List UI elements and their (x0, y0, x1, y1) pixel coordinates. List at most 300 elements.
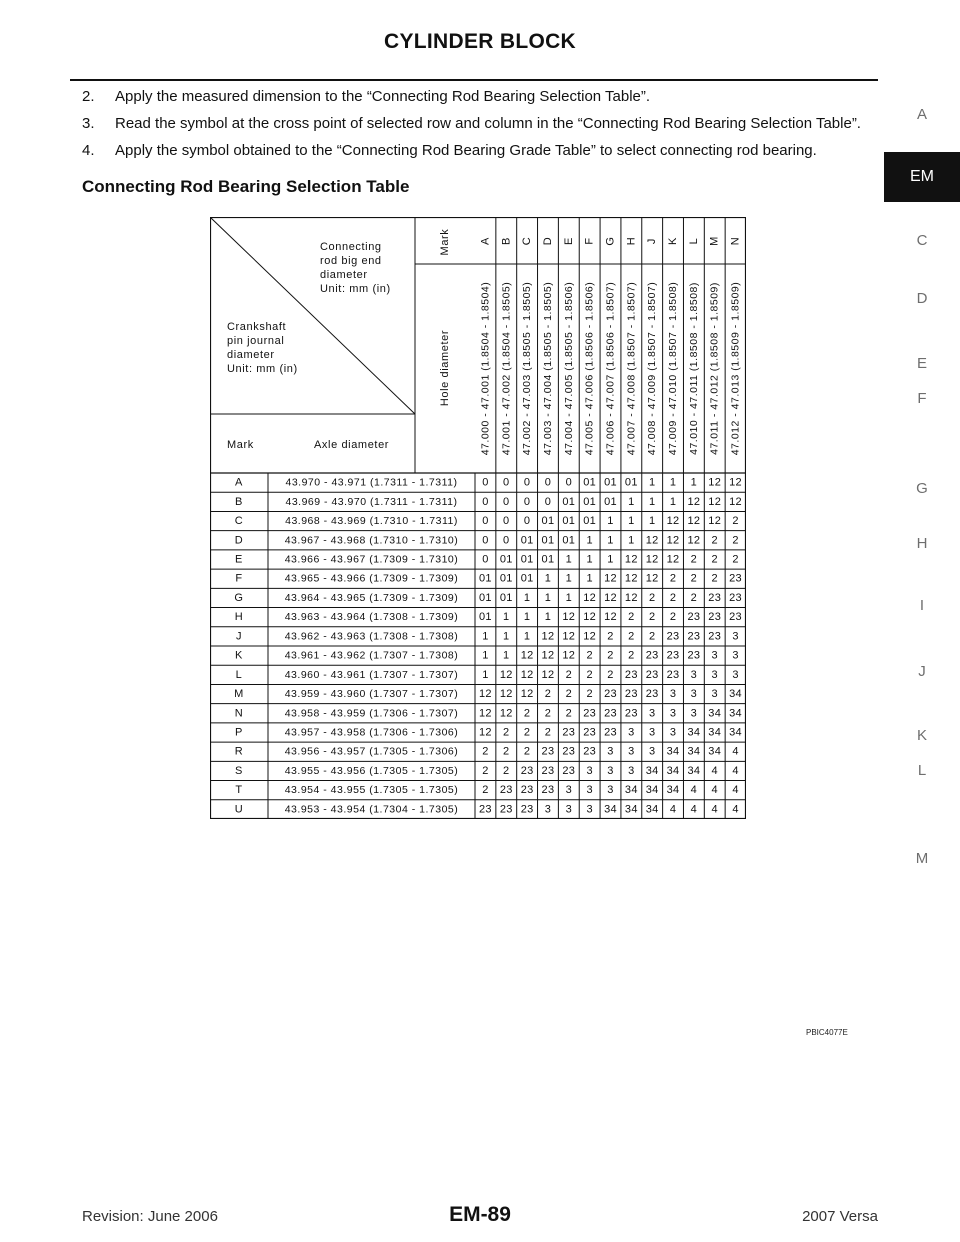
grade-cell: 1 (607, 515, 614, 528)
grade-cell: 3 (586, 803, 593, 816)
row-axle-diameter: 43.965 - 43.966 (1.7309 - 1.7309) (284, 572, 459, 585)
grade-cell: 3 (732, 649, 739, 662)
grade-cell: 3 (565, 803, 573, 816)
grade-cell: 0 (523, 476, 531, 489)
row-mark-label: A (235, 476, 243, 489)
section-index-h: H (916, 535, 928, 552)
grade-cell: 23 (624, 707, 638, 720)
grade-cell: 34 (645, 803, 659, 816)
grade-cell: 01 (562, 534, 576, 547)
grade-cell: 23 (708, 630, 722, 643)
row-axle-diameter: 43.958 - 43.959 (1.7306 - 1.7307) (284, 707, 459, 720)
column-hole-diameter: 47.004 - 47.005 (1.8505 - 1.8506) (562, 281, 575, 456)
grade-cell: 01 (541, 534, 555, 547)
grade-cell: 3 (732, 668, 739, 681)
grade-cell: 34 (687, 764, 701, 777)
grade-cell: 23 (687, 649, 701, 662)
row-mark-label: G (234, 591, 244, 604)
corner-diagonal (210, 217, 415, 414)
grade-cell: 01 (604, 476, 617, 489)
header-rule (70, 79, 878, 81)
grade-cell: 34 (729, 688, 742, 701)
grade-cell: 1 (669, 495, 677, 508)
column-mark-label: C (521, 236, 534, 246)
grade-cell: 12 (562, 649, 576, 662)
grade-cell: 2 (669, 591, 677, 604)
row-axle-diameter: 43.959 - 43.960 (1.7307 - 1.7307) (284, 688, 459, 701)
grade-cell: 0 (523, 515, 531, 528)
grade-cell: 1 (503, 649, 510, 662)
grade-cell: 23 (583, 745, 597, 758)
grade-cell: 23 (687, 630, 701, 643)
grade-cell: 3 (690, 668, 698, 681)
grade-cell: 3 (586, 764, 593, 777)
grade-cell: 0 (503, 495, 510, 508)
grade-cell: 1 (669, 476, 677, 489)
column-hole-diameter: 47.012 - 47.013 (1.8509 - 1.8509) (729, 281, 742, 456)
grade-cell: 2 (482, 764, 489, 777)
grade-cell: 3 (690, 688, 698, 701)
grade-cell: 1 (628, 534, 635, 547)
grade-cell: 3 (711, 649, 718, 662)
grade-cell: 1 (523, 630, 531, 643)
grade-cell: 1 (648, 476, 656, 489)
grade-cell: 01 (541, 515, 555, 528)
grade-cell: 1 (482, 668, 489, 681)
mark-header: Mark (439, 228, 451, 256)
bearing-selection-table-svg (210, 217, 746, 819)
column-mark-label: B (500, 237, 513, 245)
grade-cell: 2 (690, 572, 698, 585)
column-hole-diameter: 47.003 - 47.004 (1.8505 - 1.8505) (541, 281, 554, 456)
grade-cell: 12 (562, 611, 576, 624)
grade-cell: 12 (479, 707, 492, 720)
grade-cell: 2 (503, 745, 510, 758)
grade-cell: 23 (645, 649, 659, 662)
grade-cell: 23 (708, 591, 722, 604)
grade-cell: 4 (669, 803, 677, 816)
grade-cell: 34 (666, 784, 680, 797)
grade-cell: 01 (479, 572, 492, 585)
grade-cell: 12 (541, 649, 555, 662)
grade-cell: 1 (607, 553, 614, 566)
grade-cell: 23 (666, 649, 680, 662)
grade-cell: 1 (586, 534, 593, 547)
grade-cell: 12 (541, 668, 555, 681)
grade-cell: 1 (586, 553, 593, 566)
grade-cell: 34 (687, 726, 701, 739)
page-header-title: CYLINDER BLOCK (383, 30, 577, 53)
grade-cell: 12 (604, 611, 617, 624)
grade-cell: 4 (732, 784, 739, 797)
grade-cell: 0 (482, 515, 489, 528)
grade-cell: 1 (565, 572, 573, 585)
column-mark-label: E (562, 237, 575, 245)
grade-cell: 2 (607, 649, 614, 662)
grade-cell: 34 (645, 784, 659, 797)
footer-revision: Revision: June 2006 (82, 1208, 218, 1225)
grade-cell: 12 (687, 515, 701, 528)
grade-cell: 3 (690, 707, 698, 720)
grade-cell: 23 (604, 707, 617, 720)
section-index-f: F (917, 390, 927, 407)
row-mark-label: K (235, 649, 243, 662)
grade-cell: 34 (708, 726, 722, 739)
section-index-sidebar (884, 0, 960, 1242)
column-mark-label: L (687, 237, 700, 245)
row-axle-diameter: 43.966 - 43.967 (1.7309 - 1.7310) (284, 553, 459, 566)
grade-cell: 0 (503, 476, 510, 489)
grade-cell: 2 (711, 534, 718, 547)
section-index-g: G (916, 480, 928, 497)
grade-cell: 12 (666, 534, 680, 547)
grade-cell: 2 (544, 726, 552, 739)
grade-cell: 4 (732, 745, 739, 758)
instruction-steps (82, 86, 882, 167)
grade-cell: 12 (729, 495, 742, 508)
grade-cell: 4 (690, 803, 698, 816)
grade-cell: 12 (645, 553, 659, 566)
grade-cell: 12 (624, 591, 638, 604)
column-mark-label: N (729, 236, 742, 246)
grade-cell: 3 (648, 745, 656, 758)
grade-cell: 12 (708, 515, 722, 528)
instruction-step (82, 113, 882, 134)
grade-cell: 0 (482, 534, 489, 547)
step-number: 4. (82, 142, 95, 159)
column-mark-label: A (479, 237, 492, 245)
grade-cell: 34 (708, 707, 722, 720)
grade-cell: 1 (523, 591, 531, 604)
grade-cell: 01 (562, 515, 576, 528)
grade-cell: 2 (607, 668, 614, 681)
grade-cell: 2 (628, 611, 635, 624)
row-axle-diameter: 43.955 - 43.956 (1.7305 - 1.7305) (284, 764, 459, 777)
grade-cell: 2 (586, 688, 593, 701)
section-index-i: I (919, 597, 925, 614)
grade-cell: 3 (607, 784, 614, 797)
section-index-l: L (917, 762, 927, 779)
grade-cell: 12 (645, 534, 659, 547)
grade-cell: 23 (666, 630, 680, 643)
grade-cell: 0 (523, 495, 531, 508)
row-mark-label: T (235, 784, 243, 797)
grade-cell: 1 (628, 495, 635, 508)
section-index-k: K (916, 727, 927, 744)
grade-cell: 2 (690, 553, 698, 566)
grade-cell: 12 (708, 495, 722, 508)
row-axle-diameter: 43.953 - 43.954 (1.7304 - 1.7305) (284, 803, 459, 816)
grade-cell: 3 (628, 726, 635, 739)
grade-cell: 1 (565, 591, 573, 604)
grade-cell: 01 (499, 572, 513, 585)
grade-cell: 23 (562, 764, 576, 777)
column-hole-diameter: 47.006 - 47.007 (1.8506 - 1.8507) (604, 281, 617, 456)
grade-cell: 1 (648, 495, 656, 508)
grade-cell: 12 (583, 611, 597, 624)
grade-cell: 1 (544, 611, 552, 624)
column-hole-diameter: 47.002 - 47.003 (1.8505 - 1.8505) (521, 281, 534, 456)
grade-cell: 2 (690, 591, 698, 604)
grade-cell: 2 (523, 726, 531, 739)
grade-cell: 23 (562, 726, 576, 739)
grade-cell: 34 (729, 726, 742, 739)
column-mark-label: K (667, 237, 680, 245)
grade-cell: 2 (732, 553, 739, 566)
grade-cell: 2 (565, 707, 573, 720)
row-axle-diameter: 43.962 - 43.963 (1.7308 - 1.7308) (284, 630, 459, 643)
step-number: 2. (82, 88, 95, 105)
grade-cell: 3 (628, 764, 635, 777)
grade-cell: 12 (499, 707, 513, 720)
grade-cell: 2 (607, 630, 614, 643)
grade-cell: 12 (687, 495, 701, 508)
row-axle-diameter: 43.964 - 43.965 (1.7309 - 1.7309) (284, 591, 459, 604)
row-mark-label: E (235, 553, 243, 566)
grade-cell: 34 (604, 803, 617, 816)
grade-cell: 2 (586, 668, 593, 681)
grade-cell: 1 (607, 534, 614, 547)
grade-cell: 3 (586, 784, 593, 797)
section-index-m: M (915, 850, 929, 867)
grade-cell: 3 (648, 726, 656, 739)
grade-cell: 2 (628, 649, 635, 662)
grade-cell: 34 (729, 707, 742, 720)
grade-cell: 0 (482, 495, 489, 508)
corner-top-label: rod big end (320, 255, 382, 267)
grade-cell: 12 (604, 572, 617, 585)
grade-cell: 0 (482, 553, 489, 566)
grade-cell: 1 (523, 611, 531, 624)
row-axle-diameter: 43.957 - 43.958 (1.7306 - 1.7306) (284, 726, 459, 739)
section-index-a: A (916, 106, 927, 123)
column-hole-diameter: 47.007 - 47.008 (1.8507 - 1.8507) (625, 281, 638, 456)
grade-cell: 01 (499, 553, 513, 566)
grade-cell: 23 (729, 611, 742, 624)
grade-cell: 01 (583, 515, 597, 528)
grade-cell: 3 (669, 707, 677, 720)
grade-cell: 23 (687, 611, 701, 624)
grade-cell: 2 (482, 745, 489, 758)
row-mark-label: F (235, 572, 243, 585)
grade-cell: 1 (628, 515, 635, 528)
grade-cell: 1 (544, 591, 552, 604)
column-hole-diameter: 47.011 - 47.012 (1.8508 - 1.8509) (708, 282, 721, 455)
grade-cell: 12 (479, 726, 492, 739)
grade-cell: 01 (499, 591, 513, 604)
row-mark-label: L (235, 668, 243, 681)
grade-cell: 23 (541, 764, 555, 777)
grade-cell: 34 (645, 764, 659, 777)
column-hole-diameter: 47.001 - 47.002 (1.8504 - 1.8505) (500, 281, 513, 456)
row-axle-diameter: 43.969 - 43.970 (1.7311 - 1.7311) (285, 495, 458, 508)
grade-cell: 2 (711, 572, 718, 585)
column-hole-diameter: 47.009 - 47.010 (1.8507 - 1.8508) (667, 281, 680, 456)
grade-cell: 01 (520, 572, 534, 585)
column-hole-diameter: 47.010 - 47.011 (1.8508 - 1.8508) (687, 282, 700, 455)
row-axle-diameter: 43.956 - 43.957 (1.7305 - 1.7306) (284, 745, 459, 758)
grade-cell: 23 (604, 688, 617, 701)
row-axle-diameter: 43.963 - 43.964 (1.7308 - 1.7309) (284, 611, 459, 624)
grade-cell: 2 (732, 515, 739, 528)
grade-cell: 4 (690, 784, 698, 797)
row-mark-label: C (234, 515, 244, 528)
row-axle-diameter: 43.967 - 43.968 (1.7310 - 1.7310) (284, 534, 459, 547)
row-axle-diameter: 43.968 - 43.969 (1.7310 - 1.7311) (285, 515, 458, 528)
row-mark-label: P (235, 726, 243, 739)
column-hole-diameter: 47.000 - 47.001 (1.8504 - 1.8504) (479, 281, 492, 456)
grade-cell: 2 (711, 553, 718, 566)
row-mark-label: M (234, 688, 244, 701)
grade-cell: 2 (586, 649, 593, 662)
grade-cell: 3 (669, 726, 677, 739)
grade-cell: 12 (583, 591, 597, 604)
corner-bottom-label: Unit: mm (in) (227, 363, 298, 375)
row-axle-diameter: 43.970 - 43.971 (1.7311 - 1.7311) (285, 476, 458, 489)
grade-cell: 1 (482, 630, 489, 643)
section-title: Connecting Rod Bearing Selection Table (82, 177, 410, 196)
grade-cell: 01 (624, 476, 638, 489)
grade-cell: 0 (503, 534, 510, 547)
corner-top-label: Unit: mm (in) (320, 283, 391, 295)
column-mark-label: H (625, 236, 638, 246)
grade-cell: 12 (666, 515, 680, 528)
page-number: EM-89 (449, 1203, 511, 1226)
step-text: Apply the measured dimension to the “Connecting Rod Bearing Selection Table”. (115, 88, 651, 105)
grade-cell: 3 (565, 784, 573, 797)
grade-cell: 4 (711, 784, 718, 797)
grade-cell: 3 (607, 745, 614, 758)
grade-cell: 1 (648, 515, 656, 528)
grade-cell: 2 (523, 707, 531, 720)
grade-cell: 01 (562, 495, 576, 508)
grade-cell: 23 (520, 764, 534, 777)
grade-cell: 12 (645, 572, 659, 585)
column-mark-label: M (708, 236, 721, 246)
grade-cell: 12 (520, 649, 534, 662)
grade-cell: 12 (624, 572, 638, 585)
grade-cell: 23 (479, 803, 492, 816)
corner-top-label: diameter (320, 269, 368, 281)
step-text: Apply the symbol obtained to the “Connecting Rod Bearing Grade Table” to select connecting rod bearing. (115, 142, 817, 159)
grade-cell: 12 (479, 688, 492, 701)
grade-cell: 23 (624, 668, 638, 681)
grade-cell: 01 (583, 476, 597, 489)
grade-cell: 34 (687, 745, 701, 758)
grade-cell: 2 (628, 630, 635, 643)
footer-model: 2007 Versa (802, 1208, 878, 1225)
grade-cell: 23 (666, 668, 680, 681)
corner-top-label: Connecting (320, 241, 382, 253)
grade-cell: 2 (544, 707, 552, 720)
section-index-e: E (916, 355, 927, 372)
grade-cell: 01 (520, 534, 534, 547)
row-mark-label: D (234, 534, 244, 547)
grade-cell: 3 (607, 764, 614, 777)
grade-cell: 12 (666, 553, 680, 566)
grade-cell: 2 (648, 591, 656, 604)
grade-cell: 23 (562, 745, 576, 758)
grade-cell: 2 (648, 611, 656, 624)
grade-cell: 01 (541, 553, 555, 566)
axle-diameter-header: Axle diameter (314, 439, 390, 451)
grade-cell: 1 (503, 630, 510, 643)
column-hole-diameter: 47.008 - 47.009 (1.8507 - 1.8507) (646, 281, 659, 456)
hole-diameter-header: Hole diameter (439, 329, 451, 407)
grade-cell: 1 (482, 649, 489, 662)
corner-bottom-label: pin journal (227, 335, 285, 347)
row-mark-label: B (235, 495, 243, 508)
grade-cell: 1 (690, 476, 698, 489)
grade-cell: 2 (544, 688, 552, 701)
grade-cell: 3 (732, 630, 739, 643)
row-mark-label: U (234, 803, 244, 816)
column-mark-label: D (541, 236, 554, 246)
column-mark-label: F (583, 237, 596, 245)
grade-cell: 3 (628, 745, 635, 758)
grade-cell: 2 (565, 688, 573, 701)
grade-cell: 23 (499, 784, 513, 797)
grade-cell: 23 (708, 611, 722, 624)
grade-cell: 2 (523, 745, 531, 758)
grade-cell: 23 (729, 591, 742, 604)
column-mark-label: J (646, 237, 659, 245)
grade-cell: 2 (503, 726, 510, 739)
section-index-j: J (918, 663, 926, 680)
row-mark-label: J (235, 630, 243, 643)
grade-cell: 2 (669, 572, 677, 585)
grade-cell: 0 (544, 476, 552, 489)
grade-cell: 12 (583, 630, 597, 643)
column-mark-label: G (604, 236, 617, 246)
row-mark-label: N (234, 707, 244, 720)
row-mark-label: S (235, 764, 243, 777)
step-text: Read the symbol at the cross point of selected row and column in the “Connecting Rod Bearing Selection Table”. (115, 115, 861, 132)
grade-cell: 0 (565, 476, 573, 489)
grade-cell: 1 (586, 572, 593, 585)
grade-cell: 12 (541, 630, 555, 643)
grade-cell: 01 (604, 495, 617, 508)
grade-cell: 2 (482, 784, 489, 797)
row-mark-label: H (234, 611, 244, 624)
grade-cell: 23 (645, 668, 659, 681)
grade-cell: 23 (541, 745, 555, 758)
row-axle-diameter: 43.960 - 43.961 (1.7307 - 1.7307) (284, 668, 459, 681)
grade-cell: 23 (499, 803, 513, 816)
grade-cell: 12 (520, 688, 534, 701)
grade-cell: 34 (666, 745, 680, 758)
grade-cell: 12 (562, 630, 576, 643)
grade-cell: 1 (565, 553, 573, 566)
grade-cell: 1 (544, 572, 552, 585)
grade-cell: 34 (708, 745, 722, 758)
corner-bottom-label: diameter (227, 349, 275, 361)
grade-cell: 0 (482, 476, 489, 489)
axle-mark-header: Mark (227, 439, 254, 451)
grade-cell: 12 (604, 591, 617, 604)
grade-cell: 01 (479, 591, 492, 604)
section-index-c: C (916, 232, 928, 249)
bearing-selection-table (210, 217, 746, 819)
column-hole-diameter: 47.005 - 47.006 (1.8506 - 1.8506) (583, 281, 596, 456)
grade-cell: 12 (708, 476, 722, 489)
grade-cell: 12 (624, 553, 638, 566)
row-mark-label: R (234, 745, 244, 758)
grade-cell: 3 (711, 688, 718, 701)
grade-cell: 2 (503, 764, 510, 777)
grade-cell: 34 (624, 803, 638, 816)
grade-cell: 23 (583, 726, 597, 739)
